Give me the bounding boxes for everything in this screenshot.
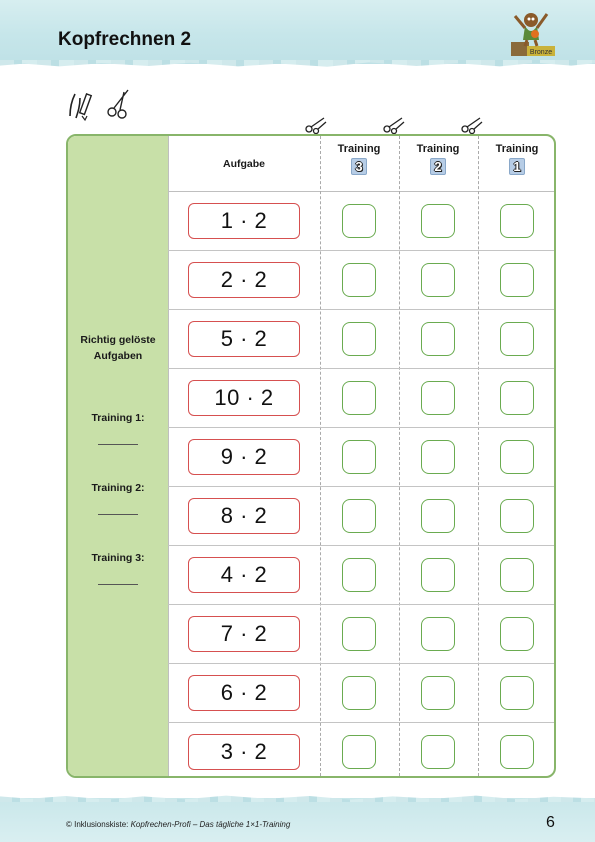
answer-checkbox-training-3[interactable] — [342, 735, 376, 769]
training3-answer-line[interactable] — [98, 584, 138, 585]
sidebar-training3-label: Training 3: — [91, 552, 145, 564]
answer-checkbox-training-3[interactable] — [342, 322, 376, 356]
copyright-text — [66, 820, 290, 829]
copyright-title: Kopfrechen-Profi – Das tägliche 1×1-Training — [130, 820, 291, 829]
row-divider — [168, 486, 556, 487]
results-sidebar — [68, 136, 168, 776]
answer-checkbox-training-2[interactable] — [421, 676, 455, 710]
answer-checkbox-training-1[interactable] — [500, 204, 534, 238]
scissors-icon — [382, 116, 406, 134]
training-label: Training — [337, 143, 381, 155]
column-header-aufgabe: Aufgabe — [223, 157, 265, 170]
column-header-training-2 — [399, 136, 477, 191]
column-header-training-1 — [478, 136, 556, 191]
answer-checkbox-training-1[interactable] — [500, 558, 534, 592]
row-divider — [168, 427, 556, 428]
page-number: 6 — [546, 814, 555, 831]
answer-checkbox-training-3[interactable] — [342, 440, 376, 474]
row-divider — [168, 309, 556, 310]
answer-checkbox-training-2[interactable] — [421, 617, 455, 651]
answer-checkbox-training-1[interactable] — [500, 440, 534, 474]
sidebar-heading-line2: Aufgaben — [93, 350, 143, 362]
mascot-bronze-badge-icon — [505, 6, 559, 60]
answer-checkbox-training-1[interactable] — [500, 381, 534, 415]
answer-checkbox-training-1[interactable] — [500, 263, 534, 297]
training-number-badge: 2 — [430, 158, 446, 175]
task-box: 9 · 2 — [188, 439, 300, 475]
task-box: 7 · 2 — [188, 616, 300, 652]
table-header-row — [168, 136, 556, 192]
row-divider — [168, 250, 556, 251]
row-divider — [168, 368, 556, 369]
row-divider — [168, 545, 556, 546]
answer-checkbox-training-2[interactable] — [421, 499, 455, 533]
sidebar-training2-label: Training 2: — [91, 482, 145, 494]
sidebar-heading-line1: Richtig gelöste — [80, 334, 156, 346]
row-divider — [168, 604, 556, 605]
training2-answer-line[interactable] — [98, 514, 138, 515]
answer-checkbox-training-3[interactable] — [342, 617, 376, 651]
answer-checkbox-training-3[interactable] — [342, 676, 376, 710]
cut-line — [320, 136, 321, 776]
answer-checkbox-training-2[interactable] — [421, 322, 455, 356]
answer-checkbox-training-1[interactable] — [500, 735, 534, 769]
training-number-badge: 1 — [509, 158, 525, 175]
answer-checkbox-training-3[interactable] — [342, 263, 376, 297]
pencil-scissors-icon — [66, 86, 136, 122]
answer-checkbox-training-2[interactable] — [421, 735, 455, 769]
answer-checkbox-training-3[interactable] — [342, 381, 376, 415]
badge-label: Bronze — [529, 49, 553, 56]
scissors-icon — [304, 116, 328, 134]
task-box: 2 · 2 — [188, 262, 300, 298]
training-label: Training — [416, 143, 460, 155]
task-box: 4 · 2 — [188, 557, 300, 593]
cut-line — [478, 136, 479, 776]
task-box: 6 · 2 — [188, 675, 300, 711]
sidebar-training1-label: Training 1: — [91, 412, 145, 424]
answer-checkbox-training-1[interactable] — [500, 499, 534, 533]
training1-answer-line[interactable] — [98, 444, 138, 445]
task-box: 1 · 2 — [188, 203, 300, 239]
answer-checkbox-training-3[interactable] — [342, 499, 376, 533]
answer-checkbox-training-1[interactable] — [500, 676, 534, 710]
answer-checkbox-training-3[interactable] — [342, 204, 376, 238]
task-box: 5 · 2 — [188, 321, 300, 357]
column-header-training-3 — [320, 136, 398, 191]
task-box: 3 · 2 — [188, 734, 300, 770]
training-number-badge: 3 — [351, 158, 367, 175]
task-box: 10 · 2 — [188, 380, 300, 416]
training-label: Training — [495, 143, 539, 155]
page-footer — [0, 798, 595, 842]
training-table — [66, 134, 556, 778]
copyright-prefix: © Inklusionskiste: — [66, 820, 131, 829]
column-divider — [168, 136, 169, 776]
cut-line — [399, 136, 400, 776]
answer-checkbox-training-2[interactable] — [421, 381, 455, 415]
row-divider — [168, 722, 556, 723]
answer-checkbox-training-2[interactable] — [421, 558, 455, 592]
answer-checkbox-training-2[interactable] — [421, 263, 455, 297]
answer-checkbox-training-3[interactable] — [342, 558, 376, 592]
answer-checkbox-training-2[interactable] — [421, 440, 455, 474]
answer-checkbox-training-2[interactable] — [421, 204, 455, 238]
task-box: 8 · 2 — [188, 498, 300, 534]
scissors-icon — [460, 116, 484, 134]
page-title: Kopfrechnen 2 — [58, 29, 192, 50]
answer-checkbox-training-1[interactable] — [500, 617, 534, 651]
page-header — [0, 0, 595, 64]
answer-checkbox-training-1[interactable] — [500, 322, 534, 356]
row-divider — [168, 663, 556, 664]
